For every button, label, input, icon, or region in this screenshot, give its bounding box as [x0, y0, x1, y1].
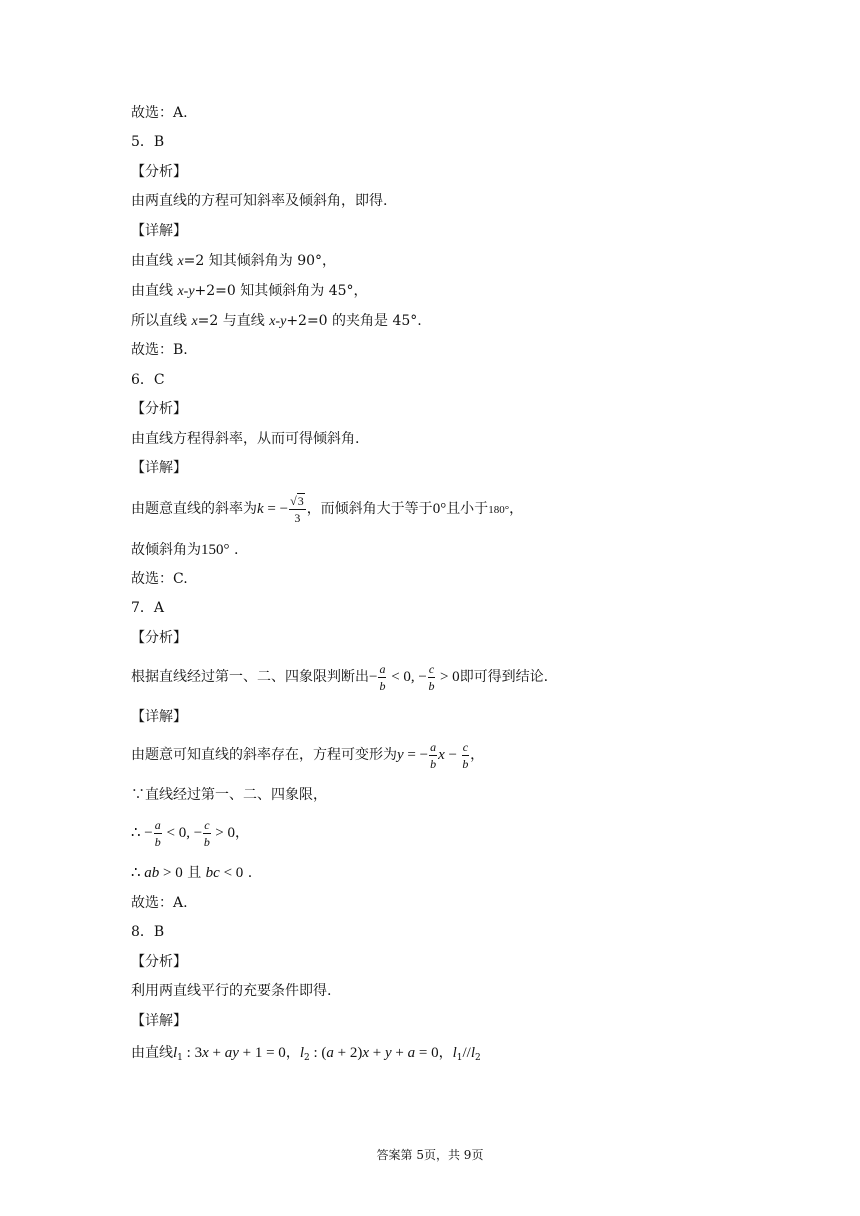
section-heading: 【详解】 — [131, 709, 187, 725]
math-line: 由直线$l_1$ : 3x + ay + 1 = 0，$l_2$ : (a + 2)x + y + a = 0，$l_1//l_2$ — [131, 1045, 481, 1063]
text-line: ∵直线经过第一、二、四象限， — [131, 787, 327, 803]
text-line: 由直线 x=2 知其倾斜角为 90°， — [131, 253, 337, 269]
section-heading: 【分析】 — [131, 630, 187, 646]
text-line: 所以直线 x=2 与直线 x-y+2=0 的夹角是 45°. — [131, 313, 422, 329]
section-heading: 【分析】 — [131, 401, 187, 417]
question-number: 8．B — [131, 924, 165, 940]
text-line: 利用两直线平行的充要条件即得. — [131, 983, 332, 999]
question-number: 5．B — [131, 134, 165, 150]
text-line: 故选：C. — [131, 571, 188, 587]
question-number: 6．C — [131, 372, 165, 388]
question-number: 7．A — [131, 600, 165, 616]
section-heading: 【详解】 — [131, 460, 187, 476]
math-line: 由题意直线的斜率为k = − $\frac{√3}{3}$ ，而倾斜角大于等于0°且小于180°， — [131, 493, 524, 525]
math-line: 由题意可知直线的斜率存在，方程可变形为y = − $\frac{a}{b}$ x − $\frac{c}{b}$ ， — [131, 739, 485, 771]
fraction: $\frac{√3}{3}$ — [290, 493, 304, 525]
math-line: ∴ − $\frac{a}{b}$ < 0, − $\frac{c}{b}$ > 0， — [131, 817, 249, 849]
page-footer — [0, 1147, 860, 1163]
text-line: 由直线 x-y+2=0 知其倾斜角为 45°， — [131, 283, 368, 299]
text-line: 由两直线的方程可知斜率及倾斜角，即得. — [131, 193, 388, 209]
text-line: 故选：A. — [131, 895, 188, 911]
text-line: 故选：B. — [131, 342, 188, 358]
text-line: 故倾斜角为150° . — [131, 542, 239, 558]
text-line: 故选：A. — [131, 105, 188, 121]
page-number-label: 答案第 5页，共 9页 — [376, 1148, 484, 1162]
math-line: ∴ ab > 0 且 bc < 0 . — [131, 865, 253, 881]
text-line: 由直线方程得斜率，从而可得倾斜角. — [131, 431, 360, 447]
section-heading: 【分析】 — [131, 954, 187, 970]
math-line: 根据直线经过第一、二、四象限判断出− $\frac{a}{b}$ < 0, − $\frac{c}{b}$ > 0即可得到结论. — [131, 661, 549, 693]
section-heading: 【分析】 — [131, 164, 187, 180]
section-heading: 【详解】 — [131, 1013, 187, 1029]
section-heading: 【详解】 — [131, 223, 187, 239]
